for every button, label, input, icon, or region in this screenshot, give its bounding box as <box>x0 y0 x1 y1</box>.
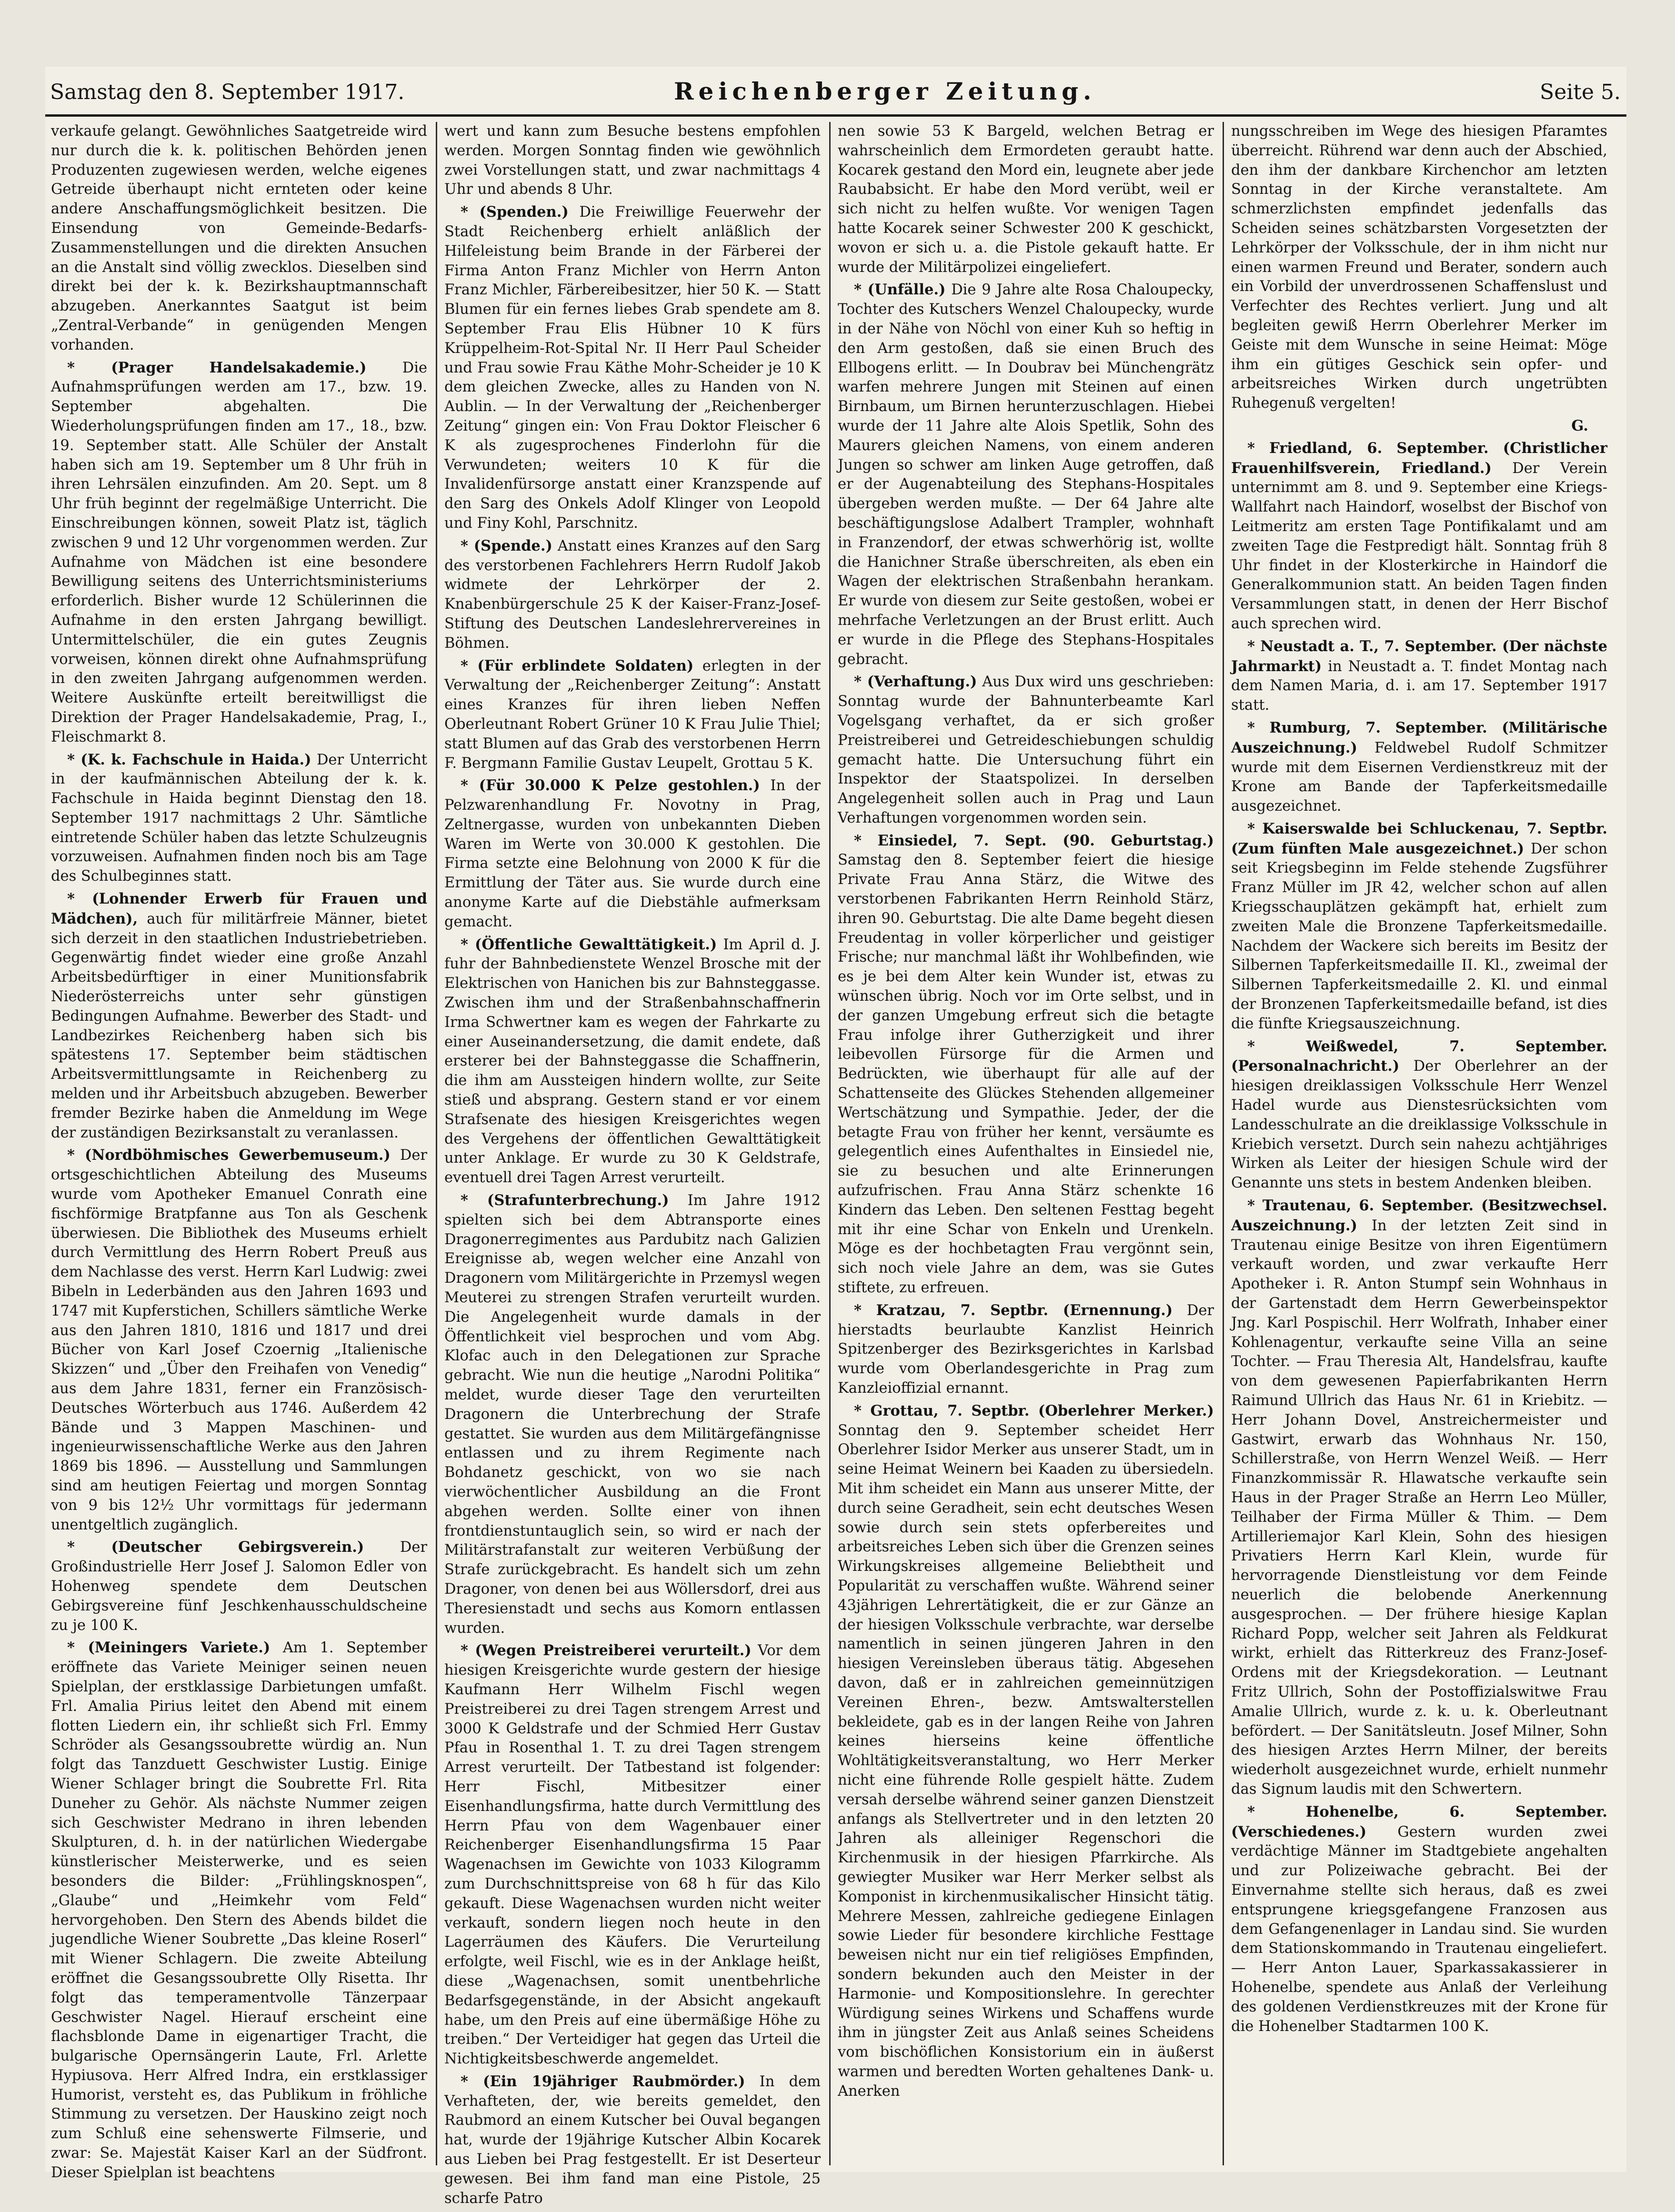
column-1 <box>51 122 427 2181</box>
column-2 <box>444 122 821 2207</box>
article-text: Der hierstadts beurlaubte Kanzlist Heinrich Spitzenberger des Bezirksgerichtes in Karlsbad wurde vom Oberlandesgerichte in Prag zum Kanzleioffizial ernannt. <box>838 1302 1214 1397</box>
article-text: auch für militärfreie Männer, bietet sich derzeit in den staatlichen Industriebetrieben. Gegenwärtig findet wieder eine große Anzahl Arbeitsbedürftiger in einer Munitionsfabrik Niederösterreichs unter sehr günstigen Bedingungen Aufnahme. Bewerber des Stadt- und Landbezirkes Reichenberg haben sich bis spätestens 17. September beim städtischen Arbeitsvermittlungsamte in Reichenberg zu melden und ihr Arbeitsbuch abzugeben. Bewerber fremder Bezirke haben die Anmeldung im Wege der zuständigen Bezirksanstalt zu veranlassen. <box>51 910 427 1141</box>
article-text: Aus Dux wird uns geschrieben: Sonntag wurde der Bahnunterbeamte Karl Vogelsgang verhaftet, da er sich großer Preistreiberei und Getreideschiebungen schuldig gemacht hatte. Die Untersuchung führt ein Inspektor der Staatspolizei. In derselben Angelegenheit sollen auch in Prag und Laun Verhaftungen vorgenommen worden sein. <box>838 674 1214 826</box>
article-heading: * Weißwedel, 7. September. (Personalnachricht.) <box>1231 1037 1607 1075</box>
article-paragraph <box>1231 122 1607 413</box>
article-text: wert und kann zum Besuche bestens empfohlen werden. Morgen Sonntag finden wie gewöhnlich zwei Vorstellungen statt, und zwar nachmittags 4 Uhr und abends 8 Uhr. <box>444 123 821 198</box>
article-heading: * (Meiningers Variete.) <box>67 1639 271 1657</box>
article-heading: * Grottau, 7. Septbr. (Oberlehrer Merker.) <box>854 1402 1214 1419</box>
article-paragraph <box>838 1401 1214 2101</box>
article-text: Die Aufnahmsprüfungen werden am 17., bzw. 19. September abgehalten. Die Wiederholungsprüfungen finden am 17., 18., bzw. 19. September statt. Alle Schüler der Anstalt haben sich am 19. September um 8 Uhr früh in ihren Lehrsälen einzufinden. Am 20. Sept. um 8 Uhr früh beginnt der regelmäßige Unterricht. Die Einschreibungen können, soweit Platz ist, täglich zwischen 9 und 12 Uhr vorgenommen werden. Zur Aufnahme von Mädchen ist eine besondere Bewilligung seitens des Unterrichtsministeriums erforderlich. Bisher wurde 12 Schülerinnen die Aufnahme in den ersten Jahrgang bewilligt. Untermittelschüler, die ein gutes Zeugnis vorweisen, können direkt ohne Aufnahmsprüfung in den zweiten Jahrgang aufgenommen werden. Weitere Auskünfte erteilt bereitwilligst die Direktion der Prager Handelsakademie, Prag, I., Fleischmarkt 8. <box>51 359 427 745</box>
article-text: nungsschreiben im Wege des hiesigen Pfaramtes überreicht. Rührend war denn auch der Abschied, den ihm der dankbare Kirchenchor am letzten Sonntag in der Kirche veranstaltete. Am schmerzlichsten empfindet jedenfalls das Scheiden seines schätzbarsten Vorgesetzten der Lehrkörper der Volksschule, der in ihm nicht nur einen warmen Freund und Berater, sondern auch ein Vorbild der unverdrossenen Schaffenslust und Verfechter des Rechtes verliert. Jung und alt begleiten gewiß Herrn Oberlehrer Merker im Geiste mit dem Wunsche in seine Heimat: Möge ihm ein gütiges Geschick sein opfer- und arbeitsreiches Wirken durch ungetrübten Ruhegenuß vergelten! <box>1231 123 1607 412</box>
article-paragraph <box>838 831 1214 1298</box>
article-paragraph <box>1231 439 1607 634</box>
article-paragraph <box>444 202 821 533</box>
article-heading: * (Verhaftung.) <box>854 673 977 691</box>
article-heading: * Trautenau, 6. September. (Besitzwechsel. Auszeichnung.) <box>1231 1197 1607 1234</box>
article-heading: * (Deutscher Gebirgsverein.) <box>67 1538 364 1556</box>
article-heading: * Kratzau, 7. Septbr. (Ernennung.) <box>854 1301 1173 1319</box>
article-text: Am 1. September eröffnete das Variete Meiniger seinen neuen Spielplan, der erstklassige Darbietungen umfaßt. Frl. Amalia Pirius leitet den Abend mit einem flotten Liedern ein, ihr schließt sich Frl. Emmy Schröder als Gesangssoubrette würdig an. Nun folgt das Tanzduett Geschwister Lustig. Einige Wiener Schlager bringt die Soubrette Frl. Rita Duneher zu Gehör. Als nächste Nummer zeigen sich Geschwister Medrano in ihren lebenden Skulpturen, d. h. in der natürlichen Wiedergabe künstlerischer Meisterwerke, und es seien besonders die Bilder: „Frühlingsknospen“, „Glaube“ und „Heimkehr vom Feld“ hervorgehoben. Den Stern des Abends bildet die jugendliche Wiener Soubrette „Das kleine Roserl“ mit Wiener Schlagern. Die zweite Abteilung eröffnet die Gesangssoubrette Olly Risetta. Ihr folgt das temperamentvolle Tänzerpaar Geschwister Nagel. Hierauf erscheint eine flachsblonde Dame in eigenartiger Tracht, die bulgarische Opernsängerin Laute, Frl. Arlette Hypiusova. Herr Alfred Indra, ein erstklassiger Humorist, versteht es, das Publikum in fröhliche Stimmung zu versetzen. Der Hauskino zeigt noch zum Schluß eine sehenswerte Filmserie, und zwar: Se. Majestät Kaiser Karl an der Südfront. Dieser Spielplan ist beachtens <box>51 1639 427 2181</box>
newspaper-title: Reichenberger Zeitung. <box>674 77 1096 105</box>
article-text: Der Unterricht in der kaufmännischen Abteilung der k. k. Fachschule in Haida beginnt Dienstag den 18. September 1917 nachmittags 2 Uhr. Sämtliche eintretende Schüler haben das letzte Schulzeugnis vorzuweisen. Aufnahmen finden noch bis am Tage des Schulbeginnes statt. <box>51 751 427 885</box>
article-paragraph <box>444 536 821 654</box>
article-text: nen sowie 53 K Bargeld, welchen Betrag er wahrscheinlich dem Ermordeten geraubt hatte. Kocarek gestand den Mord ein, leugnete aber jede Raubabsicht. Er habe den Mord verübt, weil er sich nicht zu helfen wußte. Vor wenigen Tagen hatte Kocarek seiner Schwester 200 K geschickt, wovon er sich u. a. die Pistole gekauft hatte. Er wurde der Militärpolizei eingeliefert. <box>838 123 1214 276</box>
article-text: In der Pelzwarenhandlung Fr. Novotny in Prag, Zeltnergasse, wurden von unbekannten Dieben Waren im Werte von 30.000 K gestohlen. Die Firma setzte eine Belohnung von 2000 K für die Ermittlung der Täter aus. Sie wurde durch eine anonyme Karte auf die Diebstähle aufmerksam gemacht. <box>444 777 821 930</box>
article-paragraph <box>51 1638 427 2182</box>
article-text: Im Jahre 1912 spielten sich bei dem Abtransporte eines Dragonerregimentes aus Pardubitz nach Galizien Ereignisse ab, wegen welcher eine Anzahl von Dragonern vom Militärgerichte in Przemysl wegen Meuterei zu strengen Strafen verurteilt wurden. Die Angelegenheit wurde damals in der Öffentlichkeit viel besprochen und vom Abg. Klofac auch in den Delegationen zur Sprache gebracht. Wie nun die heutige „Narodni Politika“ meldet, wurde dieser Tage den verurteilten Dragonern die Unterbrechung der Strafe gestattet. Sie wurden aus dem Militärgefängnisse entlassen und zu ihrem Regimente nach Bohdanetz geschickt, von wo sie nach vierwöchentlicher Ausbildung an die Front abgehen werden. Sollte einer von ihnen frontdienstuntauglich sein, so wird er nach der Militärstrafanstalt zur weiteren Verbüßung der Strafe zurückgebracht. Es handelt sich um zehn Dragoner, von denen bei aus Wöllersdorf, drei aus Theresienstadt und sechs aus Komorn entlassen wurden. <box>444 1192 821 1637</box>
article-heading: * (Wegen Preistreiberei verurteilt.) <box>461 1642 752 1659</box>
article-paragraph <box>51 889 427 1143</box>
article-text: Anstatt eines Kranzes auf den Sarg des verstorbenen Fachlehrers Herrn Rudolf Jakob widmete der Lehrkörper der 2. Knabenbürgerschule 25 K der Kaiser-Franz-Josef-Stiftung des Deutschen Landeslehrervereines in Böhmen. <box>444 537 821 652</box>
article-text: Sonntag den 9. September scheidet Herr Oberlehrer Isidor Merker aus unserer Stadt, um in seine Heimat Weinern bei Kaaden zu übersiedeln. Mit ihm scheidet ein Mann aus unserer Mitte, der durch seine Geradheit, sein echt deutsches Wesen sowie durch sein stets opferbereites und arbeitsreiches Leben sich über die Grenzen seines Wirkungskreises allgemeine Beliebtheit und Popularität zu verschaffen wußte. Während seiner 43jährigen Lehrertätigkeit, die er zur Gänze an der hiesigen Volksschule verbrachte, war derselbe namentlich in seinen jüngeren Jahren in den hiesigen Vereinsleben überaus tätig. Abgesehen davon, daß er in zahlreichen gemeinnützigen Vereinen Ehren-, bezw. Amtswalterstellen bekleidete, gab es in der langen Reihe von Jahren keines hierseins keine öffentliche Wohltätigkeitsveranstaltung, wo Herr Merker nicht eine führende Rolle gespielt hätte. Zudem versah derselbe während seiner ganzen Dienstzeit anfangs als Stellvertreter und in den letzten 20 Jahren als alleiniger Regenschori die Kirchenmusik in der hiesigen Pfarrkirche. Als gewiegter Musiker war Herr Merker selbst als Komponist in kirchenmusikalischer Hinsicht tätig. Mehrere Messen, zahlreiche gediegene Einlagen sowie Lieder für besondere kirchliche Festtage beweisen nicht nur ein tief religiöses Empfinden, sondern bekunden auch den Meister in der Harmonie- und Kompositionslehre. In gerechter Würdigung seines Wirkens und Schaffens wurde ihm in jüngster Zeit aus Anlaß seines Scheidens vom bischöflichen Konsistorium ein in äußerst warmen und beredten Worten gehaltenes Dank- u. Anerken <box>838 1422 1214 2100</box>
article-text: Der schon seit Kriegsbeginn im Felde stehende Zugsführer Franz Müller im JR 42, welcher schon auf allen Kriegsschauplätzen gekämpft hat, erhielt zum zweiten Male die Bronzene Tapferkeitsmedaille. Nachdem der Wackere sich bereits im Besitz der Silbernen Tapferkeitsmedaille II. Kl., zweimal der Silbernen Tapferkeitsmedaille 2. Kl. und einmal der Bronzenen Tapferkeitsmedaille befand, ist dies die fünfte Kriegsauszeichnung. <box>1231 840 1608 1032</box>
column-divider <box>1223 122 1224 2165</box>
article-paragraph <box>1231 637 1607 715</box>
article-heading: * Kaiserswalde bei Schluckenau, 7. Septbr. (Zum fünften Male ausgezeichnet.) <box>1231 820 1607 857</box>
article-heading: * (Für 30.000 K Pelze gestohlen.) <box>461 777 760 794</box>
article-paragraph <box>444 1641 821 2069</box>
page-number: Seite 5. <box>1540 80 1621 104</box>
article-heading: * (Lohnender Erwerb für Frauen und Mädchen), <box>51 890 427 927</box>
article-paragraph <box>51 122 427 355</box>
article-heading: * (Unfälle.) <box>854 281 946 299</box>
article-paragraph <box>51 1146 427 1535</box>
article-heading: * (Prager Handelsakademie.) <box>67 359 367 376</box>
article-heading: * (K. k. Fachschule in Haida.) <box>67 751 311 768</box>
article-text: Der Großindustrielle Herr Josef J. Salomon Edler von Hohenweg spendete dem Deutschen Gebirgsvereine fünf Jeschkenhausschuldscheine zu je 100 K. <box>51 1539 427 1634</box>
article-paragraph <box>838 672 1214 828</box>
header-date: Samstag den 8. September 1917. <box>50 80 405 104</box>
page-header <box>45 67 1626 117</box>
article-paragraph <box>444 1191 821 1638</box>
article-text: Der Verein unternimmt am 8. und 9. September eine Kriegs-Wallfahrt nach Haindorf, woselbst der Bischof von Leitmeritz am ersten Tage Pontifikalamt und am zweiten Tage die Festpredigt hält. Sonntag früh 8 Uhr findet in der Klosterkirche in Haindorf die Generalkommunion statt. An beiden Tagen finden Versammlungen statt, in denen der Herr Bischof auch sprechen wird. <box>1231 460 1607 632</box>
article-heading: * Hohenelbe, 6. September. (Verschiedenes.) <box>1231 1803 1607 1840</box>
article-paragraph <box>51 358 427 747</box>
article-paragraph <box>838 1301 1214 1398</box>
article-heading: * (Ein 19jähriger Raubmörder.) <box>461 2072 745 2090</box>
article-heading: * Neustadt a. T., 7. September. (Der nächste Jahrmarkt) <box>1231 637 1607 675</box>
article-paragraph <box>1231 1037 1607 1193</box>
article-heading: * Friedland, 6. September. (Christlicher Frauenhilfsverein, Friedland.) <box>1231 439 1607 477</box>
article-text: Feldwebel Rudolf Schmitzer wurde mit dem Eisernen Verdienstkreuz mit der Krone am Bande der Tapferkeitsmedaille ausgezeichnet. <box>1231 739 1607 815</box>
article-paragraph <box>444 935 821 1188</box>
article-text: G. <box>1571 417 1588 434</box>
article-text: In dem Verhafteten, der, wie bereits gemeldet, den Raubmord an einem Kutscher bei Ouval begangen hat, wurde der 19jährige Kutscher Albin Kocarek aus Lieben bei Prag festgestellt. Er ist Deserteur gewesen. Bei ihm fand man eine Pistole, 25 scharfe Patro <box>444 2073 821 2207</box>
article-text: Vor dem hiesigen Kreisgerichte wurde gestern der hiesige Kaufmann Herr Wilhelm Fischl wegen Preistreiberei zu drei Tagen strengem Arrest und 3000 K Geldstrafe und der Schmied Herr Gustav Pfau in Rosenthal 1. T. zu drei Tagen strengem Arrest verurteilt. Der Tatbestand ist folgender: Herr Fischl, Mitbesitzer einer Eisenhandlungsfirma, hatte durch Vermittlung des Herrn Pfau von dem Wagenbauer einer Reichenberger Eisenhandlungsfirma 15 Paar Wagenachsen im Gewichte von 1033 Kilogramm zum Durchschnittspreise von 68 h für das Kilo gekauft. Diese Wagenachsen wurden nicht weiter verkauft, sondern liegen noch heute in den Lagerräumen des Käufers. Die Verurteilung erfolgte, weil Fischl, wie es in der Anklage heißt, diese „Wagenachsen, somit unentbehrliche Bedarfsgegenstände, in der Absicht angekauft habe, um den Preis auf eine übermäßige Höhe zu treiben.“ Der Verteidiger hat gegen das Urteil die Nichtigkeitsbeschwerde angemeldet. <box>444 1642 821 2068</box>
article-text: Im April d. J. fuhr der Bahnbedienstete Wenzel Brosche mit der Elektrischen von Hanichen bis zur Bahnsteggasse. Zwischen ihm und der Straßenbahnschaffnerin Irma Schwertner kam es wegen der Fahrkarte zu einer Auseinandersetzung, die damit endete, daß ersterer bei der Bahnsteggasse die Schaffnerin, die ihm am Aussteigen hindern wollte, zur Seite stieß und absprang. Gestern stand er vor einem Strafsenate des hiesigen Kreisgerichtes wegen des Vergehens der öffentlichen Gewalttätigkeit unter Anklage. Er wurde zu 30 K Geldstrafe, eventuell drei Tagen Arrest verurteilt. <box>444 936 821 1186</box>
article-text: in Neustadt a. T. findet Montag nach dem Namen Maria, d. i. am 17. September 1917 statt. <box>1231 658 1607 714</box>
article-heading: * (Spende.) <box>461 537 552 554</box>
article-paragraph <box>1231 1196 1607 1800</box>
article-text: erlegten in der Verwaltung der „Reichenberger Zeitung“: Anstatt eines Kranzes für ihren lieben Neffen Oberleutnant Robert Grüner 10 K Frau Julie Thiel; statt Blumen auf das Grab des verstorbenen Herrn F. Bergmann Familie Gustav Leupelt, Grottau 5 K. <box>444 657 821 772</box>
article-paragraph <box>51 750 427 887</box>
column-3 <box>838 122 1214 2165</box>
article-heading: * (Spenden.) <box>461 203 569 221</box>
article-heading: * (Nordböhmisches Gewerbemuseum.) <box>67 1146 391 1164</box>
article-text: Gestern wurden zwei verdächtige Männer im Stadtgebiete angehalten und zur Polizeiwache gebracht. Bei der Einvernahme stellte sich heraus, daß es zwei entsprungene kriegsgefangene Franzosen aus dem Gefangenenlager in Landau sind. Sie wurden dem Stationskommando in Trautenau eingeliefert. — Herr Anton Lauer, Sparkassakassierer in Hohenelbe, spendete aus Anlaß der Verleihung des goldenen Verdienstkreuzes mit der Krone für die Hohenelber Stadtarmen 100 K. <box>1231 1823 1607 2035</box>
article-text: verkaufe gelangt. Gewöhnliches Saatgetreide wird nur durch die k. k. politischen Behörden jenen Produzenten zugewiesen werden, welche eigenes Getreide überhaupt nicht ernteten oder keine andere Anschaffungsmöglichkeit besitzen. Die Einsendung von Gemeinde-Bedarfs-Zusammenstellungen und die direkten Ansuchen an die Anstalt sind völlig zwecklos. Dieselben sind direkt bei der k. k. Bezirkshauptmannschaft abzugeben. Anerkanntes Saatgut ist beim „Zentral-Verbande“ in genügenden Mengen vorhanden. <box>51 123 427 353</box>
article-paragraph <box>1231 1802 1607 2037</box>
article-paragraph <box>838 122 1214 277</box>
article-paragraph <box>1231 718 1607 816</box>
article-heading: * Rumburg, 7. September. (Militärische Auszeichnung.) <box>1231 719 1607 756</box>
article-heading: * Einsiedel, 7. Sept. (90. Geburtstag.) <box>854 832 1214 849</box>
article-heading: * (Für erblindete Soldaten) <box>461 657 694 674</box>
article-heading: * (Öffentliche Gewalttätigkeit.) <box>461 935 717 953</box>
article-text: Der Oberlehrer an der hiesigen dreiklassigen Volksschule Herr Wenzel Hadel wurde aus Dienstesrücksichten vom Landesschulrate an die dreiklassige Volksschule in Kriebich versetzt. Durch sein nahezu achtjähriges Wirken als Leiter der hiesigen Schule wird der Genannte uns stets in bestem Andenken bleiben. <box>1231 1058 1607 1192</box>
article-paragraph <box>444 776 821 932</box>
article-paragraph <box>444 2072 821 2209</box>
article-text: Samstag den 8. September feiert die hiesige Private Frau Anna Stärz, die Witwe des verstorbenen Fabrikanten Herrn Reinhold Stärz, ihren 90. Geburtstag. Die alte Dame begeht diesen Freudentag in voller körperlicher und geistiger Frische; nur manchmal läßt ihr Wohlbefinden, wie es je bei dem Alter kein Wunder ist, etwas zu wünschen übrig. Noch vor im Orte selbst, und in der ganzen Umgebung erfreut sich die betagte Frau infolge ihrer Gutherzigkeit und ihrer leibevollen Fürsorge für die Armen und Bedrückten, wie überhaupt für alle auf der Schattenseite des Glückes Stehenden allgemeiner Wertschätzung und Sympathie. Jeder, der die betagte Frau von früher her kennt, versäumte es gelegentlich eines Aufenthaltes in Einsiedel nie, sie zu besuchen und alte Erinnerungen aufzufrischen. Frau Anna Stärz schenkte 16 Kindern das Leben. Den seltenen Festtag begeht mit ihr eine Schar von Enkeln und Urenkeln. Möge es der hochbetagten Frau vergönnt sein, sich noch viele Jahre an dem, was sie Gutes stiftete, zu erfreuen. <box>838 852 1214 1297</box>
column-divider <box>436 122 437 2165</box>
signature <box>1231 416 1588 436</box>
article-text: Die Freiwillige Feuerwehr der Stadt Reichenberg erhielt anläßlich der Hilfeleistung beim Brande in der Färberei der Firma Anton Franz Michler von Herrn Anton Franz Michler, Färbereibesitzer, hier 50 K. — Statt Blumen für ein fernes liebes Grab spendete am 8. September Frau Elis Hübner 10 K fürs Krüppelheim-Rot-Spital Nr. II Herr Paul Scheider und Frau sowie Frau Käthe Mohr-Scheider je 10 K dem gleichen Zwecke, alles zu Handen von N. Aublin. — In der Verwaltung der „Reichenberger Zeitung“ gingen ein: Von Frau Doktor Fleischer 6 K als zugesprochenes Finderlohn für die Verwundeten; weiters 10 K für die Invalidenfürsorge anstatt einer Kranzspende auf den Sarg des Onkels Adolf Klinger von Leopold und Finy Kohl, Parschnitz. <box>444 204 821 532</box>
column-divider <box>829 122 831 2165</box>
column-4 <box>1231 122 1607 2165</box>
article-text: In der letzten Zeit sind in Trautenau einige Besitze von ihren Eigentümern verkauft worden, und zwar verkaufte Herr Apotheker i. R. Anton Stumpf sein Wohnhaus in der Gartenstadt dem Herrn Gewerbeinspektor Jng. Karl Pospischil. Herr Wolfrath, Inhaber einer Kohlenagentur, verkaufte seine Villa an seine Tochter. — Frau Theresia Alt, Handelsfrau, kaufte von dem gewesenen Papierfabrikanten Herrn Raimund Ullrich das Haus Nr. 61 in Kriebitz. — Herr Johann Dovel, Anstreichermeister und Gastwirt, erwarb das Wohnhaus Nr. 150, Schillerstraße, von Herrn Wenzel Weiß. — Herr Finanzkommissär R. Hlawatsche verkaufte sein Haus in der Prager Straße an Herrn Leo Müller, Teilhaber der Firma Müller & Thim. — Dem Artilleriemajor Karl Klein, Sohn des hiesigen Privatiers Herrn Karl Klein, wurde für hervorragende Dienstleistung vor dem Feinde neuerlich die belobende Anerkennung ausgesprochen. — Der frühere hiesige Kaplan Richard Popp, welcher seit Jahren als Feldkurat wirkt, erhielt das Ritterkreuz des Franz-Josef-Ordens mit der Kriegsdekoration. — Leutnant Fritz Ullrich, Sohn der Postoffizialswitwe Frau Amalie Ullrich, wurde z. k. u. k. Oberleutnant befördert. — Der Sanitätsleutn. Josef Milner, Sohn des hiesigen Arztes Herrn Milner, der bereits wiederholt ausgezeichnet wurde, erhielt nunmehr das Signum laudis mit den Schwertern. <box>1231 1217 1607 1798</box>
article-paragraph <box>838 280 1214 669</box>
article-heading: * (Strafunterbrechung.) <box>461 1192 669 1209</box>
article-text: Die 9 Jahre alte Rosa Chaloupecky, Tochter des Kutschers Wenzel Chaloupecky, wurde in der Nähe von Nöchl von einer Kuh so heftig in den Arm gestoßen, daß sie einen Bruch des Ellbogens erlitt. — In Doubrav bei Münchengrätz warfen mehrere Jungen mit Steinen auf einen Birnbaum, um Birnen herunterzuschlagen. Hiebei wurde der 11 Jahre alte Alois Spetlik, Sohn des Maurers gleichen Namens, von einem anderen Jungen so schwer am linken Auge getroffen, daß er der Augenabteilung des Stephans-Hospitales übergeben werden mußte. — Der 64 Jahre alte beschäftigungslose Adalbert Trampler, wohnhaft in Franzendorf, der etwas schwerhörig ist, wollte die Hanichner Straße überschreiten, als eben ein Wagen der elektrischen Straßenbahn herankam. Er wurde von diesem zur Seite gestoßen, wobei er mehrfache Verletzungen an der Brust erlitt. Auch er wurde in die Pflege des Stephans-Hospitales gebracht. <box>838 282 1214 668</box>
article-text: Der ortsgeschichtlichen Abteilung des Museums wurde vom Apotheker Emanuel Conrath eine fischförmige Bratpfanne aus Ton als Geschenk überwiesen. Die Bibliothek des Museums erhielt durch Vermittlung des Herrn Robert Preuß aus dem Nachlasse des verst. Herrn Karl Ludwig: zwei Bibeln in Lederbänden aus den Jahren 1693 und 1747 mit Kupferstichen, Schillers sämtliche Werke aus den Jahren 1810, 1816 und 1817 und drei Bücher von Karl Josef Czoernig „Italienische Skizzen“ und „Über den Freihafen von Venedig“ aus dem Jahre 1831, ferner ein Französisch-Deutsches Wörterbuch aus 1746. Außerdem 42 Bände und 3 Mappen Maschinen- und ingenieurwissenschaftliche Werke aus den Jahren 1869 bis 1896. — Ausstellung und Sammlungen sind am heutigen Feiertag und morgen Sonntag von 9 bis 12½ Uhr vormittags für jedermann unentgeltlich zugänglich. <box>51 1147 427 1533</box>
article-paragraph <box>444 656 821 774</box>
article-paragraph <box>51 1538 427 1635</box>
newspaper-page <box>45 67 1626 2207</box>
article-paragraph <box>1231 819 1607 1034</box>
article-paragraph <box>444 122 821 200</box>
